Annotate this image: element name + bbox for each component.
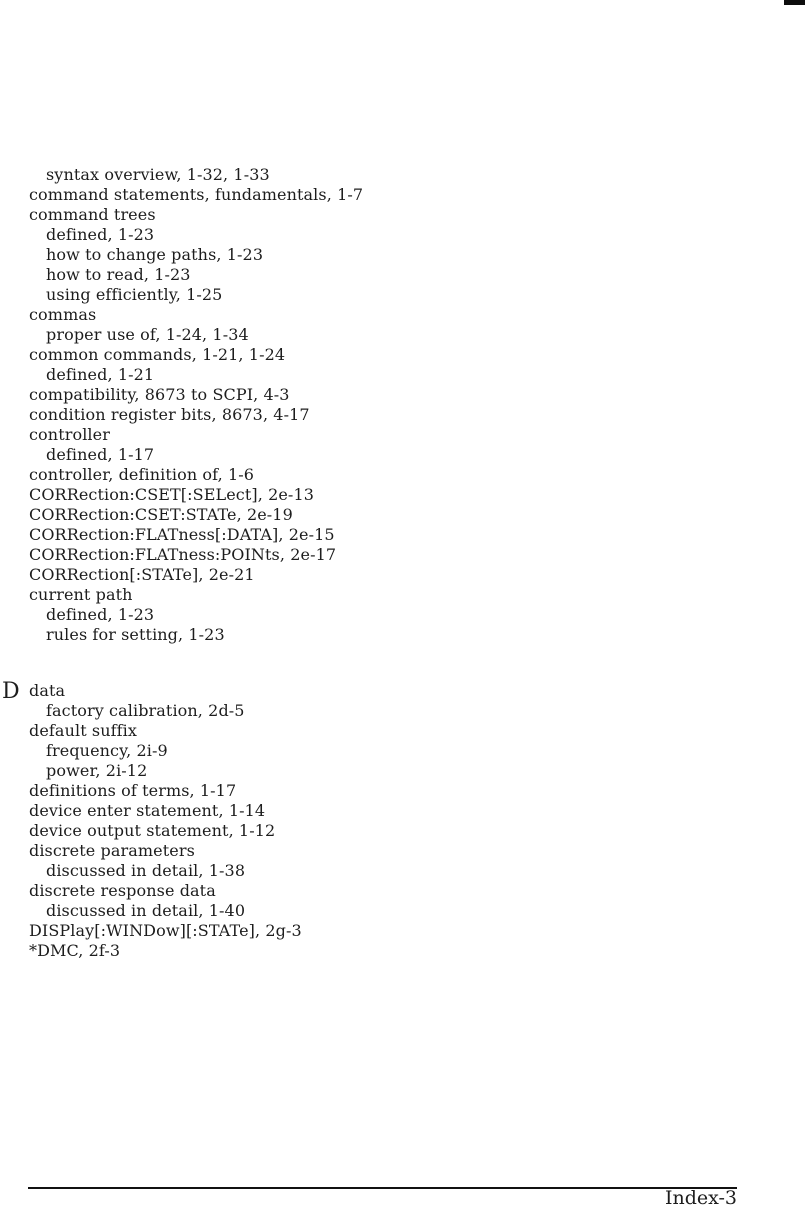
index-entry: device output statement, 1-12 <box>29 821 276 840</box>
index-entry: command trees <box>29 205 156 224</box>
index-entry: CORRection:CSET[:SELect], 2e-13 <box>29 485 314 504</box>
index-entry: using efficiently, 1-25 <box>46 285 223 304</box>
index-entry: commas <box>29 305 97 324</box>
index-entry: defined, 1-17 <box>46 445 155 464</box>
index-entry: controller <box>29 425 110 444</box>
index-entries <box>2 165 364 961</box>
index-entry: condition register bits, 8673, 4-17 <box>29 405 310 424</box>
footer-rule <box>28 1187 737 1189</box>
index-entry: data <box>29 681 66 700</box>
index-entry: common commands, 1-21, 1-24 <box>29 345 286 364</box>
index-entry: command statements, fundamentals, 1-7 <box>29 185 364 204</box>
index-entry: discussed in detail, 1-38 <box>46 861 246 880</box>
index-entry: device enter statement, 1-14 <box>29 801 266 820</box>
section-letter: D <box>2 679 20 704</box>
index-entry: discrete parameters <box>29 841 195 860</box>
index-entry: CORRection[:STATe], 2e-21 <box>29 565 255 584</box>
index-entry: discussed in detail, 1-40 <box>46 901 246 920</box>
index-entry: syntax overview, 1-32, 1-33 <box>46 165 270 184</box>
index-entry: CORRection:CSET:STATe, 2e-19 <box>29 505 293 524</box>
page-edge-tab-mark <box>784 0 805 5</box>
index-entry: defined, 1-23 <box>46 605 155 624</box>
index-entry: defined, 1-21 <box>46 365 155 384</box>
index-entry: CORRection:FLATness[:DATA], 2e-15 <box>29 525 335 544</box>
index-entry: frequency, 2i-9 <box>46 741 168 760</box>
index-entry: how to change paths, 1-23 <box>46 245 264 264</box>
index-entry: compatibility, 8673 to SCPI, 4-3 <box>29 385 290 404</box>
index-entry: current path <box>29 585 133 604</box>
index-section-d <box>2 679 363 961</box>
index-entry: definitions of terms, 1-17 <box>29 781 237 800</box>
index-entry: *DMC, 2f-3 <box>29 941 121 960</box>
index-entry: how to read, 1-23 <box>46 265 191 284</box>
index-entry: rules for setting, 1-23 <box>46 625 225 644</box>
index-entry: CORRection:FLATness:POINts, 2e-17 <box>29 545 337 564</box>
index-entry: defined, 1-23 <box>46 225 155 244</box>
index-entry: default suffix <box>29 721 138 740</box>
index-entry: controller, definition of, 1-6 <box>29 465 255 484</box>
index-entry: DISPlay[:WINDow][:STATe], 2g-3 <box>29 921 302 940</box>
index-entry: discrete response data <box>29 881 216 900</box>
index-entry: factory calibration, 2d-5 <box>46 701 245 720</box>
page-number: Index-3 <box>664 1187 737 1209</box>
index-entry: power, 2i-12 <box>46 761 148 780</box>
index-section-continued <box>29 165 363 645</box>
index-entry: proper use of, 1-24, 1-34 <box>46 325 249 344</box>
